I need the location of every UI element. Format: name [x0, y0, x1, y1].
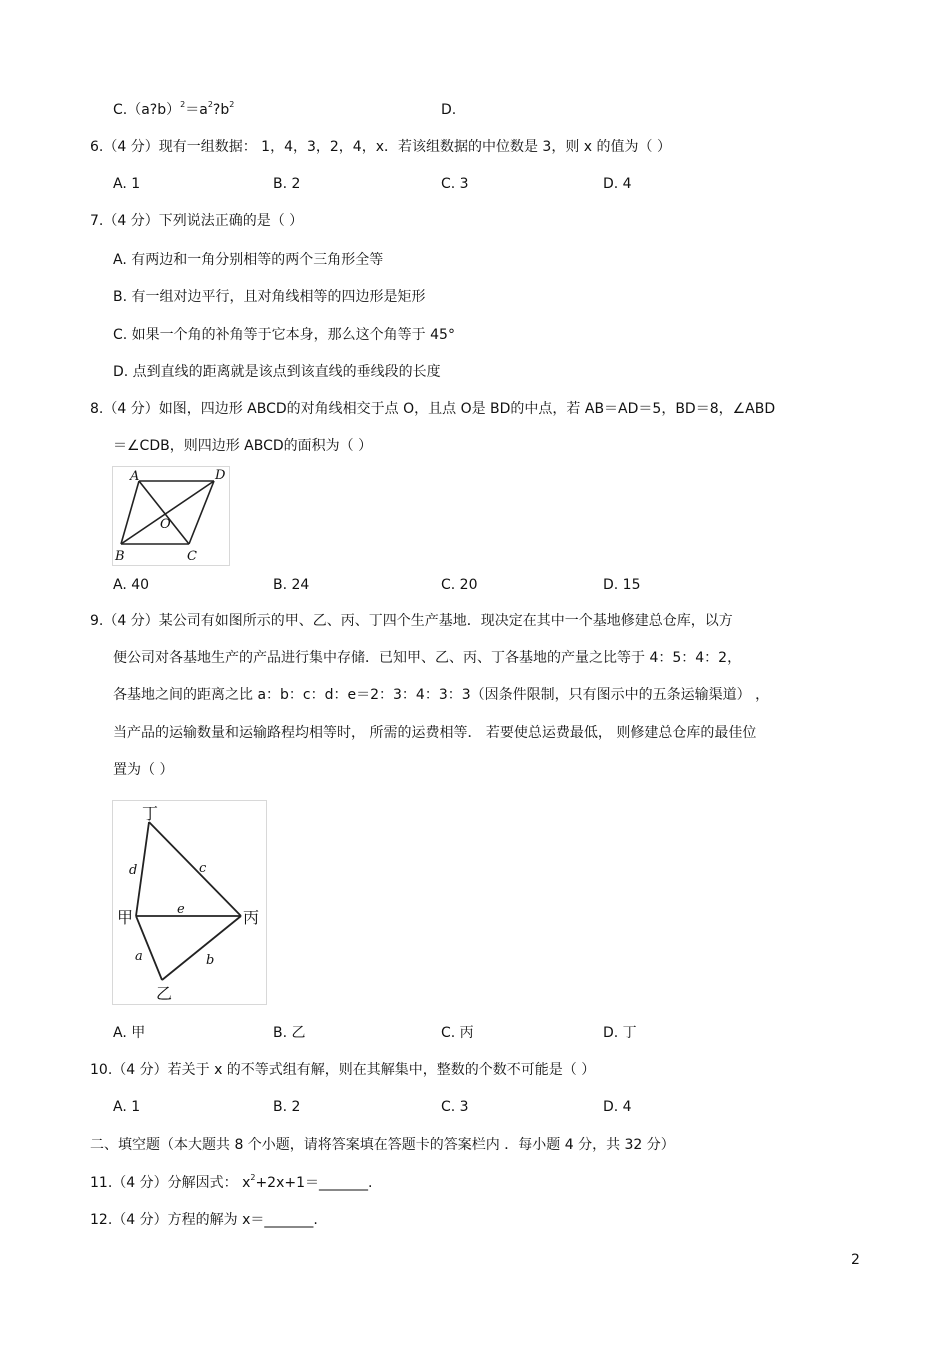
- q9-label-jia: 甲: [117, 908, 134, 927]
- q10-option-b: B. 2: [273, 1099, 301, 1115]
- q11-text: +2x+1＝_______.: [255, 1175, 373, 1191]
- q10-option-d: D. 4: [603, 1099, 632, 1115]
- q6-option-b: B. 2: [273, 176, 301, 192]
- q5-option-c-text: ＝a: [185, 102, 208, 118]
- q6-option-c: C. 3: [441, 176, 469, 192]
- q9-option-b: B. 乙: [273, 1025, 306, 1041]
- q11-text: 11.（4 分）分解因式： x: [90, 1175, 251, 1191]
- q9-stem-line1: 9.（4 分）某公司有如图所示的甲、乙、丙、丁四个生产基地．现决定在其中一个基地修建总仓库，以方: [90, 613, 733, 629]
- q9-option-a: A. 甲: [113, 1025, 146, 1041]
- q7-option-c: C. 如果一个角的补角等于它本身，那么这个角等于 45°: [113, 327, 455, 343]
- q8-label-b: B: [115, 549, 125, 564]
- q9-label-d: d: [129, 863, 138, 878]
- q7-stem: 7.（4 分）下列说法正确的是（ ）: [90, 213, 304, 229]
- q10-option-c: C. 3: [441, 1099, 469, 1115]
- q9-label-b: b: [206, 953, 215, 968]
- q5-exponent: 2: [207, 100, 213, 109]
- q8-option-c: C. 20: [441, 577, 478, 593]
- q6-stem: 6.（4 分）现有一组数据： 1，4，3，2，4，x．若该组数据的中位数是 3，则 x 的值为（ ）: [90, 139, 671, 155]
- q8-option-d: D. 15: [603, 577, 641, 593]
- q9-label-ding: 丁: [142, 804, 159, 823]
- q9-option-c: C. 丙: [441, 1025, 474, 1041]
- q5-exponent: 2: [180, 100, 186, 109]
- q7-option-d: D. 点到直线的距离就是该点到该直线的垂线段的长度: [113, 364, 441, 380]
- q5-option-d: D.: [441, 102, 457, 118]
- q8-label-a: A: [130, 469, 140, 484]
- q9-label-bing: 丙: [243, 908, 260, 927]
- q7-option-a: A. 有两边和一角分别相等的两个三角形全等: [113, 252, 384, 268]
- q7-option-b: B. 有一组对边平行，且对角线相等的四边形是矩形: [113, 289, 426, 305]
- q9-option-d: D. 丁: [603, 1025, 637, 1041]
- q9-label-e: e: [177, 902, 185, 917]
- q6-option-a: A. 1: [113, 176, 141, 192]
- q8-option-a: A. 40: [113, 577, 150, 593]
- section-heading-fill-in: 二、填空题（本大题共 8 个小题，请将答案填在答题卡的答案栏内 ．每小题 4 分，共 32 分）: [90, 1137, 675, 1153]
- q6-option-d: D. 4: [603, 176, 632, 192]
- page-number: 2: [851, 1252, 860, 1268]
- q10-stem: 10.（4 分）若关于 x 的不等式组有解，则在其解集中，整数的个数不可能是（ ）: [90, 1062, 596, 1078]
- q5-option-c: [113, 101, 234, 119]
- q12-stem: 12.（4 分）方程的解为 x＝_______.: [90, 1212, 318, 1228]
- q8-stem-line1: 8.（4 分）如图，四边形 ABCD的对角线相交于点 O，且点 O是 BD的中点，若 AB＝AD＝5，BD＝8，∠ABD: [90, 401, 776, 417]
- q9-label-a: a: [135, 949, 143, 964]
- q8-label-d: D: [215, 468, 226, 483]
- q10-option-a: A. 1: [113, 1099, 141, 1115]
- q9-stem-line4: 当产品的运输数量和运输路程均相等时， 所需的运费相等． 若要使总运费最低， 则修建总仓库的最佳位: [113, 725, 757, 741]
- q8-stem-line2: ＝∠CDB，则四边形 ABCD的面积为（ ）: [113, 438, 373, 454]
- q5-option-c-text: C.（a?b）: [113, 102, 181, 118]
- q11-stem: [90, 1174, 372, 1192]
- q9-stem-line5: 置为（ ）: [113, 762, 174, 778]
- q8-label-o: O: [160, 517, 171, 532]
- q8-quadrilateral-figure: [112, 466, 230, 566]
- q9-label-c: c: [199, 861, 207, 876]
- q9-bases-figure: [112, 800, 267, 1005]
- q5-exponent: 2: [229, 100, 235, 109]
- q9-stem-line3: 各基地之间的距离之比 a：b：c：d：e＝2：3：4：3：3（因条件限制，只有图示中的五条运输渠道） ，: [113, 687, 770, 703]
- q9-label-yi: 乙: [156, 984, 173, 1003]
- q8-label-c: C: [187, 549, 197, 564]
- q11-exponent: 2: [250, 1173, 256, 1182]
- q5-option-c-text: ?b: [212, 102, 230, 118]
- q9-stem-line2: 便公司对各基地生产的产品进行集中存储．已知甲、乙、丙、丁各基地的产量之比等于 4：5：4：2，: [113, 650, 742, 666]
- q8-option-b: B. 24: [273, 577, 310, 593]
